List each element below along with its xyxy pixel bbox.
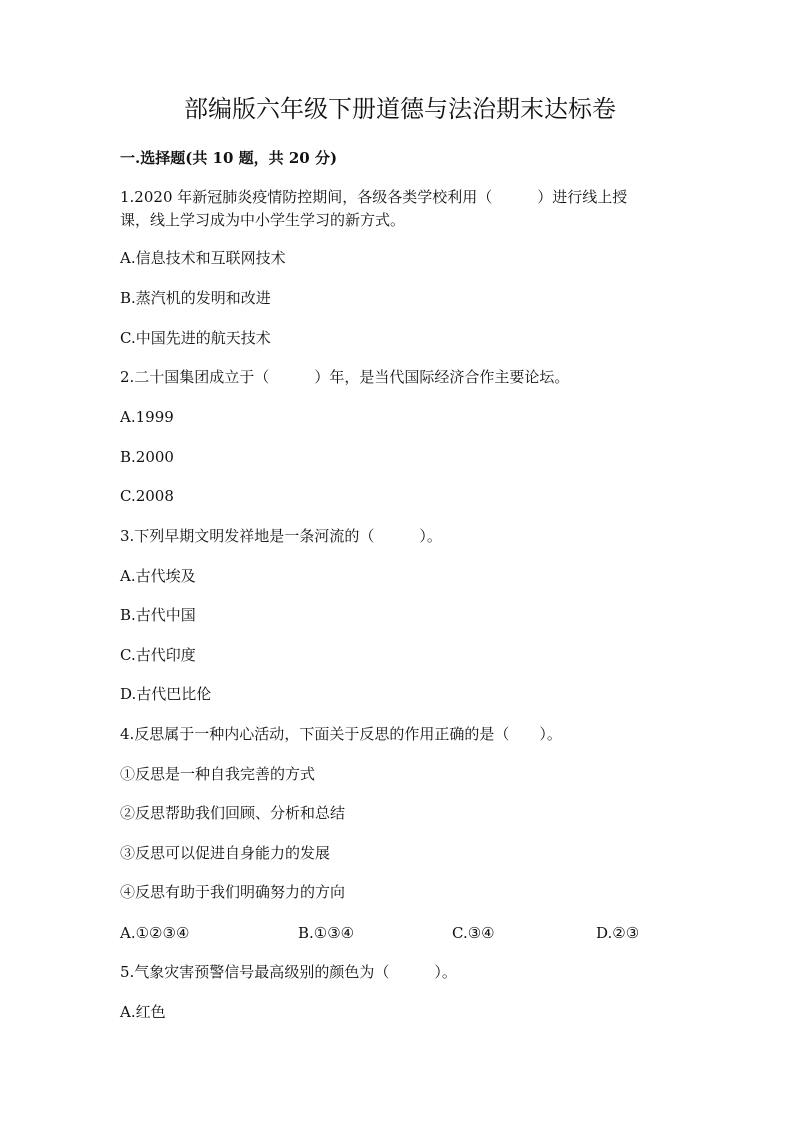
question-4-statement-2: ②反思帮助我们回顾、分析和总结 [120,804,346,822]
question-3-option-c: C.古代印度 [120,646,196,664]
page-title: 部编版六年级下册道德与法治期末达标卷 [184,95,616,123]
question-3-option-a: A.古代埃及 [120,567,196,585]
question-2-option-a: A.1999 [120,408,174,426]
question-4-option-b: B.①③④ [298,924,355,942]
question-3-option-b: B.古代中国 [120,606,196,624]
question-4-stem: 4.反思属于一种内心活动，下面关于反思的作用正确的是（ ）。 [120,725,562,743]
question-3-option-d: D.古代巴比伦 [120,685,212,703]
question-1-stem-line-1: 1.2020 年新冠肺炎疫情防控期间，各级各类学校利用（ ）进行线上授 [120,188,628,206]
question-4-option-a: A.①②③④ [120,924,190,942]
question-5-stem: 5.气象灾害预警信号最高级别的颜色为（ ）。 [120,963,457,981]
question-3-stem: 3.下列早期文明发祥地是一条河流的（ ）。 [120,527,442,545]
question-4-option-c: C.③④ [452,924,495,942]
question-4-options [120,922,680,944]
question-1-stem-line-2: 课，线上学习成为中小学生学习的新方式。 [120,211,406,229]
question-1-option-a: A.信息技术和互联网技术 [120,249,286,267]
question-5-option-a: A.红色 [120,1003,166,1021]
question-2-option-c: C.2008 [120,487,174,505]
section-heading: 一.选择题(共 10 题，共 20 分) [120,149,338,167]
question-4-statement-4: ④反思有助于我们明确努力的方向 [120,883,346,901]
question-4-option-d: D.②③ [596,924,640,942]
question-1-option-c: C.中国先进的航天技术 [120,329,271,347]
question-2-option-b: B.2000 [120,448,174,466]
question-2-stem: 2.二十国集团成立于（ ）年，是当代国际经济合作主要论坛。 [120,368,570,386]
question-1-option-b: B.蒸汽机的发明和改进 [120,289,271,307]
question-4-statement-3: ③反思可以促进自身能力的发展 [120,844,331,862]
question-4-statement-1: ①反思是一种自我完善的方式 [120,765,316,783]
